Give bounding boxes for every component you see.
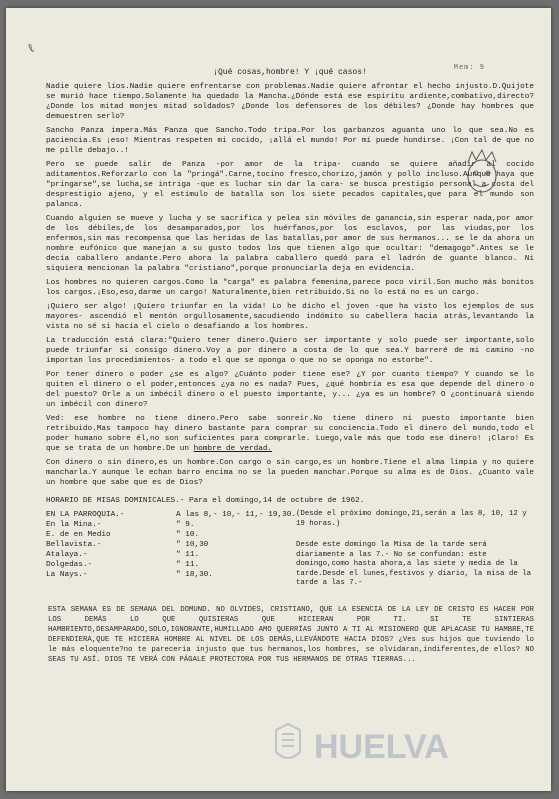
schedule-times: " 11.: [176, 551, 200, 559]
schedule-row: [46, 540, 296, 550]
schedule-times: " 10.: [176, 531, 200, 539]
schedule-place: La Nays.-: [46, 571, 88, 579]
paragraph-3: Pero se puede salir de Panza -por amor de la tripa- cuando se quiere añadir al cocido aditamentos.Reforzarlo con la "pringá".Carne,tocino fresco,chorizo,jamón y pollo incluso.Aunque haya que "pringarse",se lucha,se intriga -que es luchar sin dar la cara- se busca prestigio personal a costa del desprestigio ajeno, y el estímulo de batalla son los siete pecados capitales,que para el mundo son palanca.: [46, 161, 534, 209]
schedule-notes: [296, 510, 534, 589]
document-title: ¡Qué cosas,hombre! Y ¡qué casos!: [213, 68, 367, 77]
schedule-row: [46, 530, 296, 540]
schedule-times: " 9.: [176, 521, 195, 529]
huelva-watermark-logo: [266, 720, 496, 768]
archive-stamp: Mem: 9: [453, 64, 485, 72]
schedule-place: E. de en Medio: [46, 531, 111, 539]
schedule-row: [46, 550, 296, 560]
schedule-times: " 18,30.: [176, 571, 213, 579]
schedule-times: " 11.: [176, 561, 200, 569]
paragraph-1: Nadie quiere líos.Nadie quiere enfrentarse con problemas.Nadie quiere afrontar el hecho injusto.D.Quijote se murió hace tiempo.Solamente ha quedado la Mancha.¿Dónde está ese espíritu ardiente,combativo,directo? ¿Donde los mitad monjes mitad soldados? ¿Donde los defensores de los débiles? ¿Donde hay hombres que demuestren serlo?: [46, 83, 534, 121]
paragraph-9-text: Ved: ese hombre no tiene dinero.Pero sabe sonreír.No tiene dinero ni puesto importante bien retribuido.Mas tampoco hay dinero bastante para comprar su conciencia.Todo el dinero del mundo,todo el poder humano sobre él,no son suficientes para comprarle. Luego,vale más que todo ese dinero! ¡Claro! Es que se trata de un hombre.De un: [46, 415, 534, 453]
watermark-text: HUELVA: [314, 728, 449, 766]
schedule-list: [46, 510, 296, 589]
paragraph-10: Con dinero o sin dinero,es un hombre.Con cargo o sin cargo,es un hombre.Tiene el alma limpia y no quiere mancharla.Y aunque le echan barro encima no se la pueden manchar.Porque su alma es de Dios. ¿Cuanto vale un hombre que sabe que es de Dios?: [46, 459, 534, 487]
schedule-place: Dolgedas.-: [46, 561, 93, 569]
paragraph-9: [46, 414, 534, 454]
evening-mass-note: Desde este domingo la Misa de la tarde será diariamente a las 7.- No se confundan: este domingo,como hasta ahora,a las siete y media de la tarde.Desde el lunes,festivos y diario, la misa de la tarde a las 7.-: [296, 541, 532, 587]
schedule-place: Atalaya.-: [46, 551, 88, 559]
schedule-times: A las 8,- 10,- 11,- 19,30.: [176, 511, 296, 519]
document-body: [46, 68, 534, 665]
mass-schedule: [46, 510, 534, 589]
schedule-row: [46, 560, 296, 570]
schedule-place: Bellavista.-: [46, 541, 102, 549]
schedule-row: [46, 570, 296, 580]
paragraph-2: Sancho Panza impera.Más Panza que Sancho.Todo tripa.Por los garbanzos aguanta uno lo que sea.No es paciencia.Es ¡eso! Mientras respeten mi cocido, ¡allá el mundo! Por mí puede hundirse. ¡Con tal de que no me pille debajo..!: [46, 127, 534, 155]
schedule-place: En la Mina.-: [46, 521, 102, 529]
schedule-row: [46, 520, 296, 530]
paragraph-8: Por tener dinero o poder ¿se es algo? ¿Cuánto poder tiene ese? ¿Y por cuanto tiempo? Y cuando se lo quiten el dinero o el poder,entonces ¿ya no es nada? Pues, ¿qué hombría es esa que depende del dinero o del puesto? Orle a un imbécil dinero o el puesto importante, y... ¿ya es un hombre? O ¿continuará siendo un imbécil con dinero?: [46, 371, 534, 409]
schedule-title: HORARIO DE MISAS DOMINICALES.- Para el domingo,14 de octubre de 1962.: [46, 497, 365, 505]
corner-mark: ℓ: [24, 41, 39, 57]
paragraph-5: Los hombres no quieren cargos.Como la "carga" es palabra femenina,parece poco viril.Son mucho más bonitos los cargos.¡Eso,eso,darme un cargo! Naturalmente,bien retribuido.Si no lo está no es un cargo.: [46, 279, 534, 297]
document-sheet: [6, 8, 551, 791]
schedule-times: " 10,30: [176, 541, 209, 549]
schedule-place: EN LA PARROQUIA.-: [46, 511, 125, 519]
paragraph-6: ¡Quiero ser algo! ¡Quiero triunfar en la vida! Lo he dicho el joven -que ha visto los ejemplos de sus mayores- ascendió el mentón orgullosamente,sacudiendo indómito su cabellera hacia atrás,levantando la vista no sé si hacia el cielo o desafiando a los hombres.: [46, 303, 534, 331]
domund-appeal: ESTA SEMANA ES DE SEMANA DEL DOMUND. NO OLVIDES, CRISTIANO, QUE LA ESENCIA DE LA LEY DE CRISTO ES HACER POR LOS DEMÁS LO QUE QUISIERAS QUE HICIERAN POR TI. SI TE SINTIERAS HAMBRIENTO,DESAMPARADO,SOLO,IGNORANTE,HUMILLADO AMO QUERRÍAS JUNTO A TI AL MISIONERO QUE APLACASE TU HAMBRE,TE DEFENDIERA,QUE TE HICIERA HOMBRE AL NIVEL DE LOS DEMÁS,LLEVÁNDOTE HACIA DIOS? ¿Ves sus hijos que tuviendo lo le más eloquente?no te pareceria injusto que tus hermanos,los hombres, se olvidaran,indiferentes,de ellos? NO SEAS TU ASÍ. DIOS TE VERÁ CON PÁGALE PROTECTORA POR TUS HERMANOS DE OTRAS TIERRAS...: [48, 605, 534, 664]
schedule-row: [46, 510, 296, 520]
paragraph-4: Cuando alguien se mueve y lucha y se sacrifica y pelea sin móviles de ganancia,sin esperar nada,por amor de los débiles,de los desamparados,por los huérfanos,por los esclavos, por las viudas,por los enfermos,sin mas recompensa que las heridas de las batallas,por amor de sus hermanos... se le da ahora un nombre eufónico que manejan a su gusto todos los que tienen algo que ocultar: "demagogo".Antes se le decía caballero andante.Pero ahora la palabra caballero quedó para el ladrón de guante blanco. Ni siquiera mencionan la palabra "cristiano",porque pronunciarla deja en evidencia.: [46, 215, 534, 273]
paragraph-7: La traducción está clara:"Quiero tener dinero.Quiero ser importante y solo puede ser importante,solo puede triunfar si consigo dinero.Voy a por dinero a costa de lo que sea.Y barreré de mi camino -no importan los procedimientos- a todo el que se oponga o que no se oponga no estorbe".: [46, 337, 534, 365]
next-sunday-note: (Desde el próximo domingo,21,serán a las 8, 10, 12 y 19 horas.): [296, 510, 527, 528]
underlined-phrase: hombre de verdad.: [193, 445, 273, 453]
